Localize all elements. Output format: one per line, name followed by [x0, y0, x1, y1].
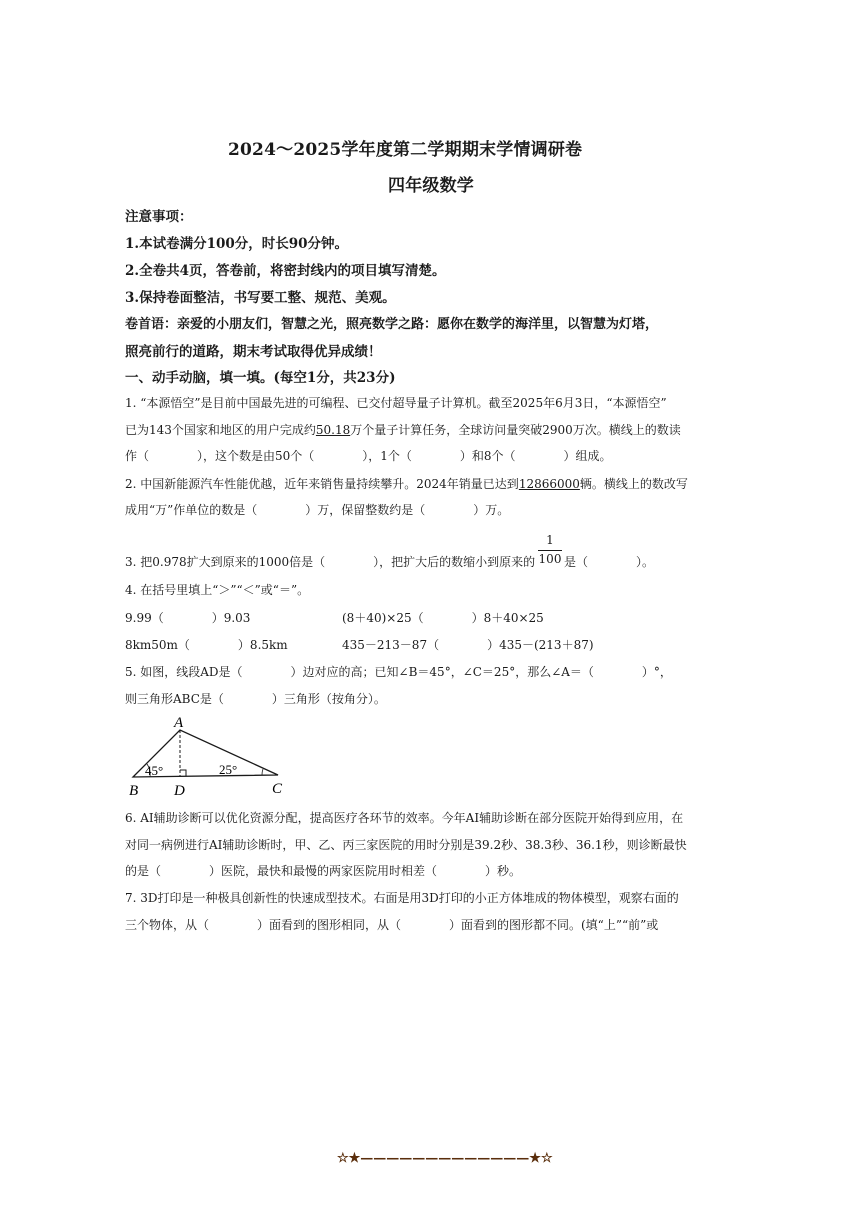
q1-line-2-pre: 已为143个国家和地区的用户完成约	[125, 423, 316, 437]
q6-line-2: 对同一病例进行AI辅助诊断时，甲、乙、丙三家医院的用时分别是39.2秒、38.3秒、36.1秒，则诊断最快	[125, 838, 687, 852]
q4-line-1: 4. 在括号里填上“＞”“＜”或“＝”。	[125, 583, 310, 597]
right-angle-mark	[180, 770, 186, 776]
note-item-3: 3.保持卷面整洁，书写要工整、规范、美观。	[125, 290, 396, 306]
q2-line-1-pre: 2. 中国新能源汽车性能优越，近年来销售量持续攀升。2024年销量已达到	[125, 477, 519, 491]
q2-line-1	[125, 475, 688, 492]
q5-line-2: 则三角形ABC是（ ）三角形（按角分）。	[125, 692, 386, 706]
notes-heading: 注意事项：	[125, 209, 193, 225]
q1-line-2	[125, 421, 681, 438]
preface-line-2: 照亮前行的道路，期末考试取得优异成绩！	[125, 344, 382, 360]
q4-item-1: 9.99（ ）9.03	[125, 611, 251, 625]
vertex-a-label: A	[174, 715, 184, 731]
q3-post: 是（ ）。	[564, 555, 655, 569]
footer-decoration: ☆★—————————————★☆	[337, 1151, 553, 1166]
section-1-heading: 一、动手动脑，填一填。(每空1分，共23分)	[125, 370, 396, 386]
exam-subtitle: 四年级数学	[388, 176, 474, 196]
note-item-2: 2.全卷共4页，答卷前，将密封线内的项目填写清楚。	[125, 263, 446, 279]
preface-line-1: 卷首语：亲爱的小朋友们，智慧之光，照亮数学之路：愿你在数学的海洋里，以智慧为灯塔，	[125, 317, 659, 332]
q3-fraction-numerator: 1	[546, 533, 554, 547]
q7-line-1: 7. 3D打印是一种极具创新性的快速成型技术。右面是用3D打印的小正方体堆成的物体模型，观察右面的	[125, 891, 679, 905]
q3-pre: 3. 把0.978扩大到原来的1000倍是（ ），把扩大后的数缩小到原来的	[125, 555, 536, 569]
note-item-1: 1.本试卷满分100分，时长90分钟。	[125, 236, 349, 252]
angle-c-arc	[262, 769, 263, 775]
q4-item-4: 435－213－87（ ）435－(213＋87)	[342, 638, 594, 652]
q5-triangle-figure	[125, 712, 295, 800]
q1-underlined-number: 50.18	[315, 423, 351, 437]
q4-item-3: 8km50m（ ）8.5km	[125, 638, 288, 652]
q2-line-2: 成用“万”作单位的数是（ ）万，保留整数约是（ ）万。	[125, 503, 510, 517]
vertex-b-label: B	[129, 783, 139, 799]
q6-line-3: 的是（ ）医院，最快和最慢的两家医院用时相差（ ）秒。	[125, 864, 522, 878]
exam-title: 2024～2025学年度第二学期期末学情调研卷	[228, 140, 583, 160]
q1-line-2-post: 万个量子计算任务，全球访问量突破2900万次。横线上的数读	[350, 423, 681, 437]
q6-line-1: 6. AI辅助诊断可以优化资源分配，提高医疗各环节的效率。今年AI辅助诊断在部分医院开始得到应用，在	[125, 811, 684, 825]
q3-fraction-denominator: 100	[538, 552, 562, 566]
q2-underlined-number: 12866000	[518, 477, 580, 491]
angle-c-label: 25°	[219, 762, 238, 777]
vertex-c-label: C	[272, 781, 283, 797]
q5-line-1: 5. 如图，线段AD是（ ）边对应的高；已知∠B＝45°，∠C＝25°，那么∠A＝（ ）°，	[125, 665, 672, 679]
angle-b-label: 45°	[145, 763, 164, 778]
q7-line-2: 三个物体，从（ ）面看到的图形相同，从（ ）面看到的图形都不同。(填“上”“前”或	[125, 918, 659, 932]
q4-item-2: (8＋40)×25（ ）8＋40×25	[342, 611, 544, 625]
q3-fraction-bar	[538, 550, 562, 551]
q1-line-1: 1. “本源悟空”是目前中国最先进的可编程、已交付超导量子计算机。截至2025年6月3日，“本源悟空”	[125, 396, 667, 410]
foot-d-label: D	[174, 783, 185, 799]
q1-line-3: 作（ ），这个数是由50个（ ），1个（ ）和8个（ ）组成。	[125, 449, 612, 463]
q2-line-1-post: 辆。横线上的数改写	[579, 477, 688, 491]
